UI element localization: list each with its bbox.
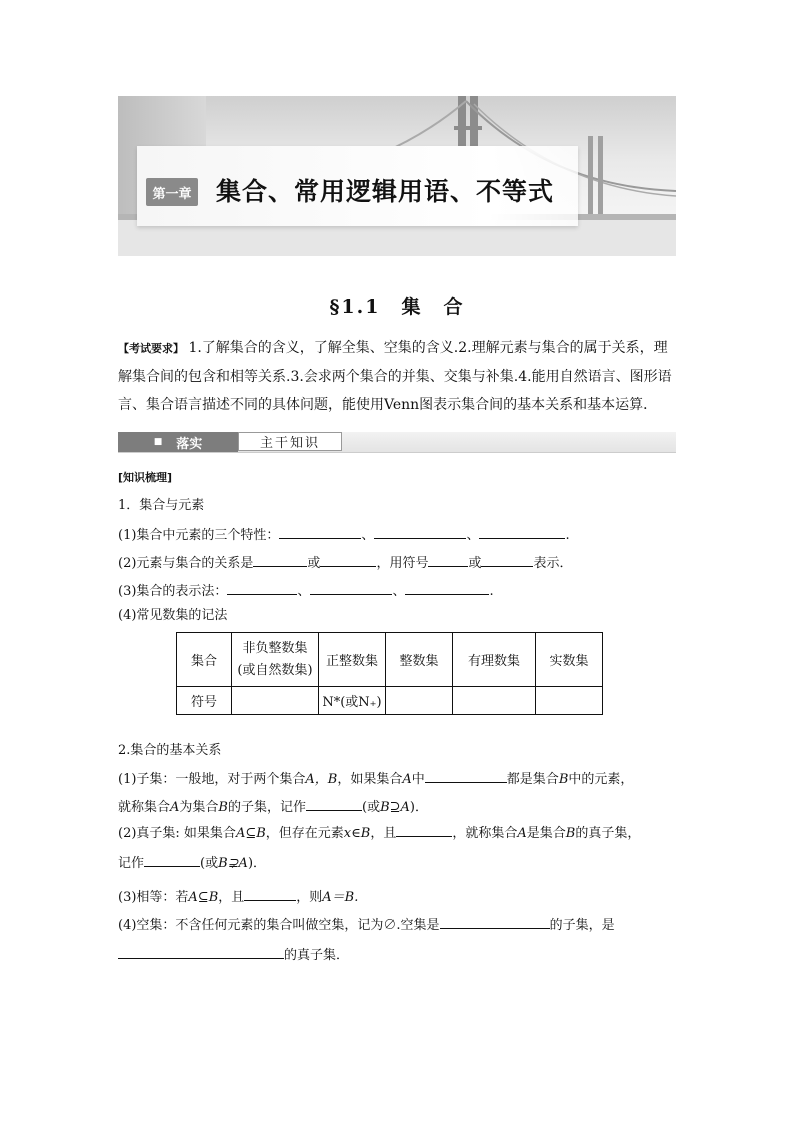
blank xyxy=(405,580,489,595)
blank xyxy=(396,822,452,837)
blank xyxy=(481,552,533,567)
item-3: (3)集合的表示法： 、 、 . xyxy=(118,580,494,602)
exam-requirements xyxy=(118,334,678,419)
heading-1: 1．集合与元素 xyxy=(118,498,205,513)
table-row xyxy=(177,687,603,715)
item-2: (2)元素与集合的关系是 或 ，用符号 或 表示． xyxy=(118,552,572,574)
table-cell xyxy=(453,687,536,715)
table-cell: 整数集 xyxy=(386,633,453,687)
table-cell: N*(或N₊) xyxy=(319,687,386,715)
number-sets-table xyxy=(176,632,603,715)
bar-dark-label: 落实 xyxy=(176,436,203,452)
table-cell: 符号 xyxy=(177,687,232,715)
item-4: (4)常见数集的记法 xyxy=(118,608,228,623)
blank xyxy=(144,852,200,867)
proper-subset-line-2: 记作 (或B⊋A)． xyxy=(118,852,266,874)
requirements-tag: 【考试要求】 xyxy=(118,342,184,355)
section-title: §1.1 集 合 xyxy=(329,296,465,318)
table-cell: 集合 xyxy=(177,633,232,687)
blank xyxy=(279,524,361,539)
subset-line-2: 就称集合A为集合B的子集，记作 (或B⊇A)． xyxy=(118,796,428,818)
blank xyxy=(227,580,297,595)
empty-set-line-2: 的真子集． xyxy=(118,944,349,966)
requirements-text: 1.了解集合的含义，了解全集、空集的含义.2.理解元素与集合的属于关系，理解集合间的包含和相等关系.3.会求两个集合的并集、交集与补集.4.能用自然语言、图形语言、集合语言描述不同的具体问题，能使用Venn图表示集合间的基本关系和基本运算． xyxy=(118,340,672,413)
blank xyxy=(244,886,296,901)
square-icon: ■ xyxy=(153,437,163,447)
section-bar-light: 主干知识 xyxy=(238,432,342,451)
table-cell: 实数集 xyxy=(536,633,603,687)
knowledge-tag: [知识梳理] xyxy=(118,471,173,484)
equality-line: (3)相等：若A⊆B，且 ，则A＝B. xyxy=(118,886,358,908)
table-cell xyxy=(386,687,453,715)
table-cell: 非负整数集 (或自然数集) xyxy=(232,633,319,687)
blank xyxy=(425,768,507,783)
blank xyxy=(428,552,468,567)
blank xyxy=(310,580,392,595)
table-cell: 有理数集 xyxy=(453,633,536,687)
proper-subset-line-1: (2)真子集: 如果集合A⊆B，但存在元素x∈B，且 ，就称集合A是集合B的真子集， xyxy=(118,822,640,844)
empty-set-line-1: (4)空集：不含任何元素的集合叫做空集，记为∅.空集是 的子集，是 xyxy=(118,914,615,936)
section-bar-dark xyxy=(118,432,238,452)
blank xyxy=(374,524,466,539)
blank xyxy=(440,914,550,929)
blank xyxy=(306,796,362,811)
table-cell: 正整数集 xyxy=(319,633,386,687)
table-row xyxy=(177,633,603,687)
blank xyxy=(479,524,565,539)
table-cell xyxy=(536,687,603,715)
heading-2: 2.集合的基本关系 xyxy=(118,743,222,758)
blank xyxy=(118,944,284,959)
item-1: (1)集合中元素的三个特性： 、 、 . xyxy=(118,524,570,546)
knowledge-tag-line xyxy=(118,468,172,488)
table-cell xyxy=(232,687,319,715)
blank xyxy=(320,552,376,567)
chapter-title: 集合、常用逻辑用语、不等式 xyxy=(216,177,555,206)
subset-line-1: (1)子集：一般地，对于两个集合A，B，如果集合A中 都是集合B中的元素， xyxy=(118,768,633,790)
chapter-badge: 第一章 xyxy=(146,178,198,206)
blank xyxy=(253,552,307,567)
